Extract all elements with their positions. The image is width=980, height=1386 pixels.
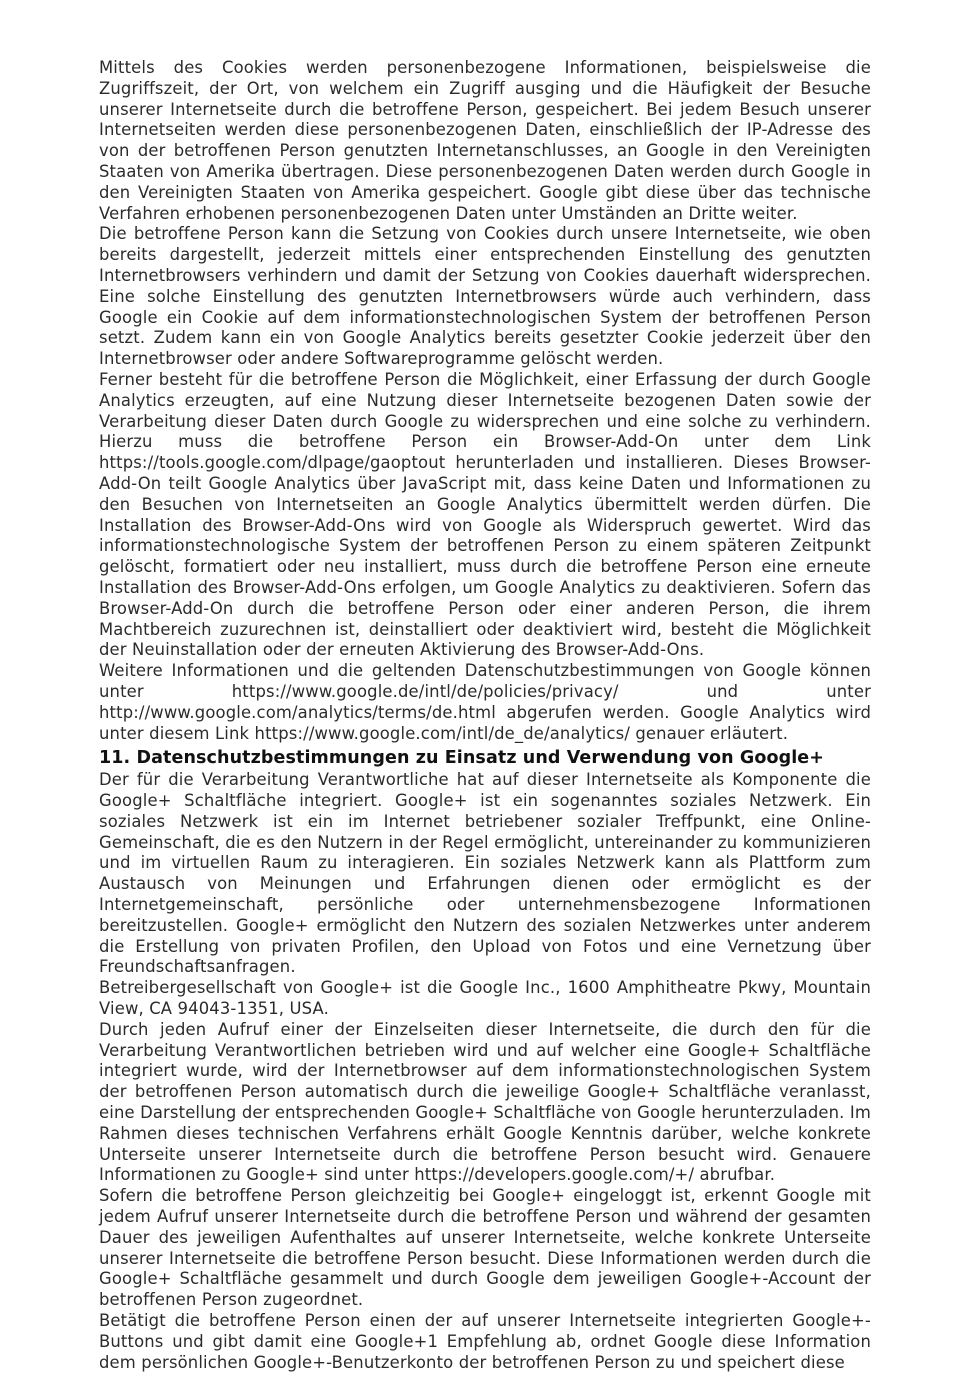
cookie-prevention-paragraph: Die betroffene Person kann die Setzung von Cookies durch unsere Internetseite, wie oben bereits dargestellt, jederzeit mittels einer entsprechenden Einstellung des genutzten Internetbrowsers verhindern und damit der Setzung von Cookies dauerhaft widersprechen. Eine solche Einstellung des genutzten Internetbrowsers würde auch verhindern, dass Google ein Cookie auf dem informationstechnologischen System der betroffenen Person setzt. Zudem kann ein von Google Analytics bereits gesetzter Cookie jederzeit über den Internetbrowser oder andere Softwareprogramme gelöscht werden.: [99, 224, 871, 369]
google-plus-operator-paragraph: Betreibergesellschaft von Google+ ist die Google Inc., 1600 Amphitheatre Pkwy, Mountain View, CA 94043-1351, USA.: [99, 978, 871, 1019]
cookie-data-paragraph: Mittels des Cookies werden personenbezogene Informationen, beispielsweise die Zugriffszeit, der Ort, von welchem ein Zugriff ausging und die Häufigkeit der Besuche unserer Internetseite durch die betroffene Person, gespeichert. Bei jedem Besuch unserer Internetseiten werden diese personenbezogenen Daten, einschließlich der IP-Adresse des von der betroffenen Person genutzten Internetanschlusses, an Google in den Vereinigten Staaten von Amerika übertragen. Diese personenbezogenen Daten werden durch Google in den Vereinigten Staaten von Amerika gespeichert. Google gibt diese über das technische Verfahren erhobenen personenbezogenen Daten unter Umständen an Dritte weiter.: [99, 58, 871, 223]
google-plus-page-call-paragraph: Durch jeden Aufruf einer der Einzelseiten dieser Internetseite, die durch den für die Verarbeitung Verantwortlichen betrieben wird und auf welcher eine Google+ Schaltfläche integriert wurde, wird der Internetbrowser auf dem informationstechnologischen System der betroffenen Person automatisch durch die jeweilige Google+ Schaltfläche veranlasst, eine Darstellung der entsprechenden Google+ Schaltfläche von Google herunterzuladen. Im Rahmen dieses technischen Verfahrens erhält Google Kenntnis darüber, welche konkrete Unterseite unserer Internetseite durch die betroffene Person besucht wird. Genauere Informationen zu Google+ sind unter https://developers.google.com/+/ abrufbar.: [99, 1019, 871, 1185]
document-page: [99, 58, 871, 1373]
google-plus-login-paragraph: Sofern die betroffene Person gleichzeitig bei Google+ eingeloggt ist, erkennt Google mit jedem Aufruf unserer Internetseite durch die betroffene Person und während der gesamten Dauer des jeweiligen Aufenthaltes auf unserer Internetseite, welche konkrete Unterseite unserer Internetseite die betroffene Person besucht. Diese Informationen werden durch die Google+ Schaltfläche gesammelt und durch Google dem jeweiligen Google+-Account der betroffenen Person zugeordnet.: [99, 1186, 871, 1310]
section-heading-google-plus: 11. Datenschutzbestimmungen zu Einsatz und Verwendung von Google+: [99, 748, 825, 769]
further-info-paragraph: Weitere Informationen und die geltenden Datenschutzbestimmungen von Google können unter https://www.google.de/intl/de/policies/privacy/ und unter http://www.google.com/analytics/terms/de.html abgerufen werden. Google Analytics wird unter diesem Link https://www.google.com/intl/de_de/analytics/ genauer erläutert.: [99, 661, 871, 743]
google-plus-intro-paragraph: Der für die Verarbeitung Verantwortliche hat auf dieser Internetseite als Komponente die Google+ Schaltfläche integriert. Google+ ist ein sogenanntes soziales Netzwerk. Ein soziales Netzwerk ist ein im Internet betriebener sozialer Treffpunkt, eine Online-Gemeinschaft, die es den Nutzern in der Regel ermöglicht, untereinander zu kommunizieren und im virtuellen Raum zu interagieren. Ein soziales Netzwerk kann als Plattform zum Austausch von Meinungen und Erfahrungen dienen oder ermöglicht es der Internetgemeinschaft, persönliche oder unternehmensbezogene Informationen bereitzustellen. Google+ ermöglicht den Nutzern des sozialen Netzwerkes unter anderem die Erstellung von privaten Profilen, den Upload von Fotos und eine Vernetzung über Freundschaftsanfragen.: [99, 770, 871, 977]
opt-out-paragraph: Ferner besteht für die betroffene Person die Möglichkeit, einer Erfassung der durch Google Analytics erzeugten, auf eine Nutzung dieser Internetseite bezogenen Daten sowie der Verarbeitung dieser Daten durch Google zu widersprechen und eine solche zu verhindern. Hierzu muss die betroffene Person ein Browser-Add-On unter dem Link https://tools.google.com/dlpage/gaoptout herunterladen und installieren. Dieses Browser-Add-On teilt Google Analytics über JavaScript mit, dass keine Daten und Informationen zu den Besuchen von Internetseiten an Google Analytics übermittelt werden dürfen. Die Installation des Browser-Add-Ons wird von Google als Widerspruch gewertet. Wird das informationstechnologische System der betroffenen Person zu einem späteren Zeitpunkt gelöscht, formatiert oder neu installiert, muss durch die betroffene Person eine erneute Installation des Browser-Add-Ons erfolgen, um Google Analytics zu deaktivieren. Sofern das Browser-Add-On durch die betroffene Person oder einer anderen Person, die ihrem Machtbereich zuzurechnen ist, deinstalliert oder deaktiviert wird, besteht die Möglichkeit der Neuinstallation oder der erneuten Aktivierung des Browser-Add-Ons.: [99, 369, 871, 660]
google-plus-button-paragraph: Betätigt die betroffene Person einen der auf unserer Internetseite integrierten Google+-Buttons und gibt damit eine Google+1 Empfehlung ab, ordnet Google diese Information dem persönlichen Google+-Benutzerkonto der betroffenen Person zu und speichert diese: [99, 1311, 871, 1372]
